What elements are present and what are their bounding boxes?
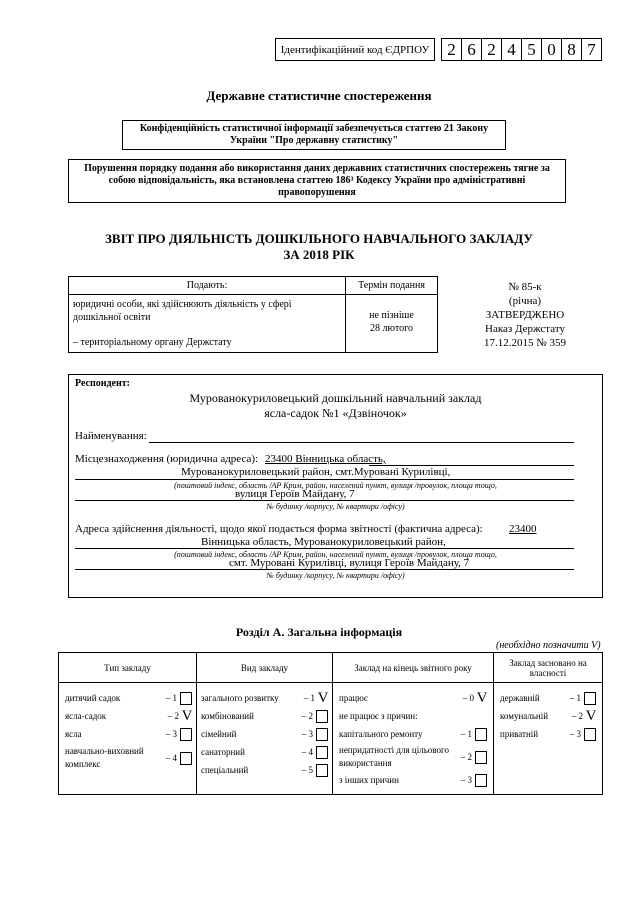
- report-title: ЗВІТ ПРО ДІЯЛЬНІСТЬ ДОШКІЛЬНОГО НАВЧАЛЬНОГО ЗАКЛАДУ: [105, 231, 533, 246]
- confidentiality-notice: Конфіденційність статистичної інформації забезпечується статтею 21 Закону України "Про державну статистику": [122, 120, 506, 150]
- form-approved: ЗАТВЕРДЖЕНО: [485, 309, 565, 321]
- checkbox[interactable]: [316, 746, 328, 759]
- checkbox[interactable]: [316, 710, 328, 723]
- edrpou-digit: 8: [562, 39, 582, 60]
- not-working-label: не працює з причин:: [339, 711, 418, 721]
- option-row: санаторний – 4: [201, 743, 328, 761]
- status-cell: [333, 683, 494, 795]
- edrpou-digit: 0: [542, 39, 562, 60]
- respondent-name-line2: ясла-садок №1 «Дзвіночок»: [264, 406, 407, 420]
- checkbox[interactable]: [316, 764, 328, 777]
- option-row: працює – 0 V: [339, 689, 488, 706]
- submission-table: [68, 276, 438, 353]
- deadline-header: Термін подання: [346, 277, 438, 295]
- header-ownership: Заклад засновано на власності: [494, 653, 603, 683]
- checkbox[interactable]: V: [181, 707, 193, 724]
- checkbox[interactable]: [584, 728, 596, 741]
- ownership-cell: [494, 683, 603, 795]
- respondent-name-line1: Мурованокуриловецький дошкільний навчальний заклад: [189, 391, 482, 405]
- legal-address-line2: [75, 479, 574, 480]
- form-period: (річна): [508, 295, 542, 307]
- section-a-title: Розділ А. Загальна інформація: [235, 625, 403, 639]
- legal-address-line3: [75, 500, 574, 501]
- checkbox[interactable]: V: [317, 689, 329, 706]
- section-a-note: (необхідно позначити V): [496, 640, 601, 651]
- checkbox[interactable]: V: [585, 707, 597, 724]
- edrpou-digit: 2: [482, 39, 502, 60]
- option-row: комунальній – 2 V: [500, 707, 597, 724]
- option-row: державній – 1: [500, 689, 596, 707]
- submitters-cell: [69, 295, 346, 353]
- actual-address-label: Адреса здійснення діяльності, щодо якої подається форма звітності (фактична адреса):: [75, 523, 483, 535]
- checkbox[interactable]: [316, 728, 328, 741]
- submitter-legal-entities: юридичні особи, які здійснюють діяльність у сфері дошкільної освіти: [73, 299, 292, 323]
- submitter-recipient: – територіальному органу Держстату: [73, 337, 232, 348]
- header-type: Тип закладу: [59, 653, 197, 683]
- edrpou-digit: 5: [522, 39, 542, 60]
- actual-address-line2: [75, 569, 574, 570]
- actual-address-1: 23400: [509, 523, 537, 535]
- form-date: 17.12.2015 № 359: [484, 337, 566, 349]
- deadline-line1: не пізніше: [369, 310, 414, 321]
- legal-address-1: 23400 Вінницька область,: [265, 453, 386, 465]
- name-line: [149, 442, 574, 443]
- building-hint: № будинку /корпусу, № квартири /офісу): [266, 502, 405, 511]
- respondent-box: [68, 374, 603, 598]
- form-number: № 85-к: [508, 281, 542, 293]
- checkbox[interactable]: [475, 774, 487, 787]
- legal-address-label: Місцезнаходження (юридична адреса):: [75, 453, 259, 465]
- option-row: навчально-виховний комплекс – 4: [65, 743, 192, 773]
- address-hint: (поштовий індекс, область /АР Крим, район, населений пункт, вулиця /провулок, площа тощо,: [174, 481, 497, 490]
- option-row: капітального ремонту – 1: [339, 725, 487, 743]
- checkbox[interactable]: [475, 751, 487, 764]
- name-label: Найменування:: [75, 430, 147, 442]
- option-row: приватній – 3: [500, 725, 596, 743]
- option-row: комбінований – 2: [201, 707, 328, 725]
- submitters-header: Подають:: [69, 277, 346, 295]
- address-hint-2: (поштовий індекс, область /АР Крим, район, населений пункт, вулиця /провулок, площа тощо,: [174, 550, 497, 559]
- violation-notice: Порушення порядку подання або використання даних державних статистичних спостережень тягне за собою відповідальність, яка встановлена статтею 186³ Кодексу України про адміністративні правопорушення: [68, 159, 566, 203]
- building-hint-2: № будинку /корпусу, № квартири /офісу): [266, 571, 405, 580]
- edrpou-digits: [441, 38, 602, 61]
- checkbox[interactable]: [475, 728, 487, 741]
- legal-address-3: вулиця Героїв Майдану, 7: [235, 488, 355, 500]
- edrpou-label: Ідентифікаційний код ЄДРПОУ: [275, 38, 435, 61]
- option-row: ясла – 3: [65, 725, 192, 743]
- legal-address-2: Мурованокуриловецький район, смт.Мурованi Курилівці,: [181, 466, 451, 478]
- deadline-cell: [346, 295, 438, 353]
- option-row: непридатності для цільового використання – 2: [339, 743, 487, 771]
- type-cell: [59, 683, 197, 795]
- checkbox[interactable]: [180, 752, 192, 765]
- option-row: з інших причин – 3: [339, 771, 487, 789]
- survey-title: Державне статистичне спостереження: [206, 88, 432, 103]
- edrpou-digit: 7: [582, 39, 602, 60]
- checkbox[interactable]: [180, 692, 192, 705]
- respondent-label: Респондент:: [75, 378, 130, 389]
- section-a-table: [58, 652, 603, 795]
- deadline-line2: 28 лютого: [370, 323, 413, 334]
- report-year: ЗА 2018 РІК: [283, 247, 355, 262]
- actual-address-3: смт. Мурованi Курилівці, вулиця Героїв Майдану, 7: [229, 557, 470, 569]
- form-order: Наказ Держстату: [485, 323, 565, 335]
- actual-address-2: Вінницька область, Мурованокуриловецький район,: [201, 536, 446, 548]
- checkbox[interactable]: V: [476, 689, 488, 706]
- option-row: загального розвитку – 1 V: [201, 689, 329, 706]
- edrpou-digit: 2: [442, 39, 462, 60]
- edrpou-digit: 4: [502, 39, 522, 60]
- edrpou-block: [275, 38, 602, 61]
- option-row: сімейний – 3: [201, 725, 328, 743]
- option-row: ясла-садок – 2 V: [65, 707, 193, 724]
- edrpou-digit: 6: [462, 39, 482, 60]
- kind-cell: [197, 683, 333, 795]
- option-row: дитячий садок – 1: [65, 689, 192, 707]
- form-info: [455, 280, 595, 350]
- actual-address-line: [75, 548, 574, 549]
- checkbox[interactable]: [180, 728, 192, 741]
- checkbox[interactable]: [584, 692, 596, 705]
- header-kind: Вид закладу: [197, 653, 333, 683]
- option-row: спеціальний – 5: [201, 761, 328, 779]
- header-status: Заклад на кінець звітного року: [333, 653, 494, 683]
